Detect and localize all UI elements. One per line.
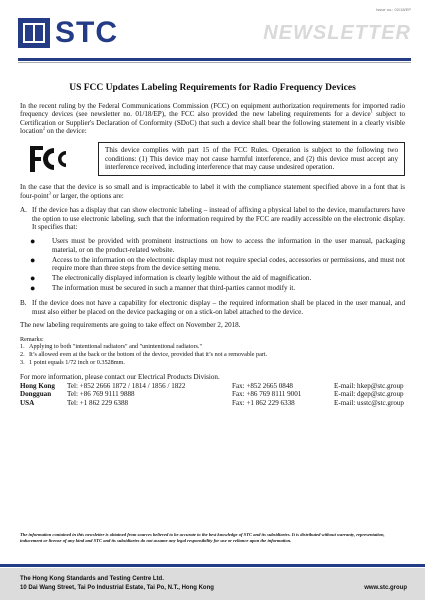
- bullet-icon: ●: [30, 235, 36, 246]
- remarks: [20, 336, 405, 366]
- option-a-key: A.: [20, 206, 27, 215]
- option-b-text: If the device does not have a capability for electronic display – the required information shall be placed in the user manual, and must also either be placed on the device packaging or on a stick-on label attached to the device.: [32, 299, 405, 316]
- compliance-statement-row: [20, 142, 405, 176]
- list-item: ● The electronically displayed information is clearly legible without the aid of magnification.: [30, 273, 312, 284]
- option-a-text: If the device has a display that can show electronic labeling – instead of affixing a physical label to the device, manufacturers have the option to use electronic labeling, such that the information required by the FCC are readily accessible on the electronic display. It specifies that:: [32, 206, 405, 232]
- list-item: ● Access to the information on the electronic display must not require special codes, accessories or permissions, and must not require more than three steps from the device setting menu.: [30, 254, 405, 273]
- article-title: US FCC Updates Labeling Requirements for Radio Frequency Devices: [69, 83, 356, 93]
- email-link[interactable]: E-mail: hkep@stc.group: [334, 381, 404, 390]
- footer-rule: [0, 564, 425, 567]
- contact-section: [20, 373, 405, 407]
- footer-website-link[interactable]: www.stc.group: [364, 585, 407, 591]
- bullet-icon: ●: [30, 283, 36, 294]
- footer: [0, 568, 425, 600]
- contact-row-dongguan: Dongguan Tel: +86 769 9111 9888 Fax: +86 769 8111 9001 E-mail: dgep@stc.group: [20, 390, 404, 399]
- list-item: ● The information must be secured in such a manner that third-parties cannot modify it.: [30, 283, 296, 294]
- option-a: [20, 206, 405, 232]
- remark-item: 3. 1 point equals 1/72 inch or 0.3528mm.: [20, 358, 125, 366]
- email-link[interactable]: E-mail: dgep@stc.group: [334, 390, 404, 399]
- option-b: [20, 299, 405, 316]
- article-body: [20, 84, 405, 408]
- stc-logo-mark: [18, 18, 50, 48]
- newsletter-banner: NEWSLETTER: [263, 22, 411, 44]
- remarks-heading: Remarks:: [20, 335, 44, 343]
- footer-company: The Hong Kong Standards and Testing Centre Ltd.: [20, 576, 164, 582]
- stc-logo: [18, 18, 118, 48]
- stc-logo-text: STC: [55, 16, 118, 49]
- list-item: ● Users must be provided with prominent instructions on how to access the information in the user manual, packaging material, or on the product-related website.: [30, 235, 405, 254]
- option-b-key: B.: [20, 299, 27, 307]
- electronic-label-bullets: [30, 237, 405, 293]
- disclaimer: The information contained in this newsletter is obtained from sources believed to be accurate to the best knowledge of STC and its subsidiaries. It is distributed without warranty, representation, inducement or license of any kind and STC and its subsidiaries do not assume any legal responsibility for use or reliance upon the information.: [20, 532, 385, 543]
- small-device-paragraph: In the case that the device is so small and is impracticable to label it with the compliance statement specified above in a font that is four-point$^3$ or larger, the options are:: [20, 182, 405, 200]
- footer-address: 10 Dai Wang Street, Tai Po Industrial Estate, Tai Po, N.T., Hong Kong: [20, 585, 214, 591]
- remark-item: 1. Applying to both "intentional radiators" and "unintentional radiators.": [20, 343, 203, 351]
- contact-row-usa: USA Tel: +1 862 229 6388 Fax: +1 862 229 6338 E-mail: usstc@stc.group: [20, 398, 404, 407]
- contact-row-hong-kong: Hong Kong Tel: +852 2666 1872 / 1814 / 1856 / 1822 Fax: +852 2665 0848 E-mail: hkep@stc.group: [20, 381, 404, 390]
- header-rule-thin: [18, 62, 411, 63]
- remark-item: 2. It’s allowed even at the back or the bottom of the device, provided that it’s not a removable part.: [20, 350, 268, 358]
- bullet-icon: ●: [30, 273, 36, 284]
- header-rule: [18, 58, 411, 61]
- intro-paragraph: In the recent ruling by the Federal Communications Commission (FCC) on equipment authorization requirements for imported radio frequency devices (see newsletter no. 01/18/EP), the FCC also provided the new labeling requirements for a device$^1$ subject to Certification or Supplier's Declaration of Conformity (SDoC) that such a device shall bear the following statement in a clearly visible location$^2$ on the device:: [20, 101, 405, 136]
- bullet-icon: ●: [30, 254, 36, 265]
- newsletter-header: [0, 0, 425, 78]
- contact-intro: For more information, please contact our Electrical Products Division.: [20, 373, 220, 382]
- fcc-logo-icon: [26, 142, 70, 176]
- effective-date-paragraph: The new labeling requirements are going to take effect on November 2, 2018.: [20, 321, 241, 330]
- email-link[interactable]: E-mail: usstc@stc.group: [334, 398, 404, 407]
- compliance-statement-box: This device complies with part 15 of the FCC Rules. Operation is subject to the following two conditions: (1) This device may not cause harmful interference, and (2) this device must accept any interference received, including interference that may cause undesired operation.: [98, 142, 405, 176]
- issue-number: Issue no.: 02/18/EP: [376, 7, 411, 12]
